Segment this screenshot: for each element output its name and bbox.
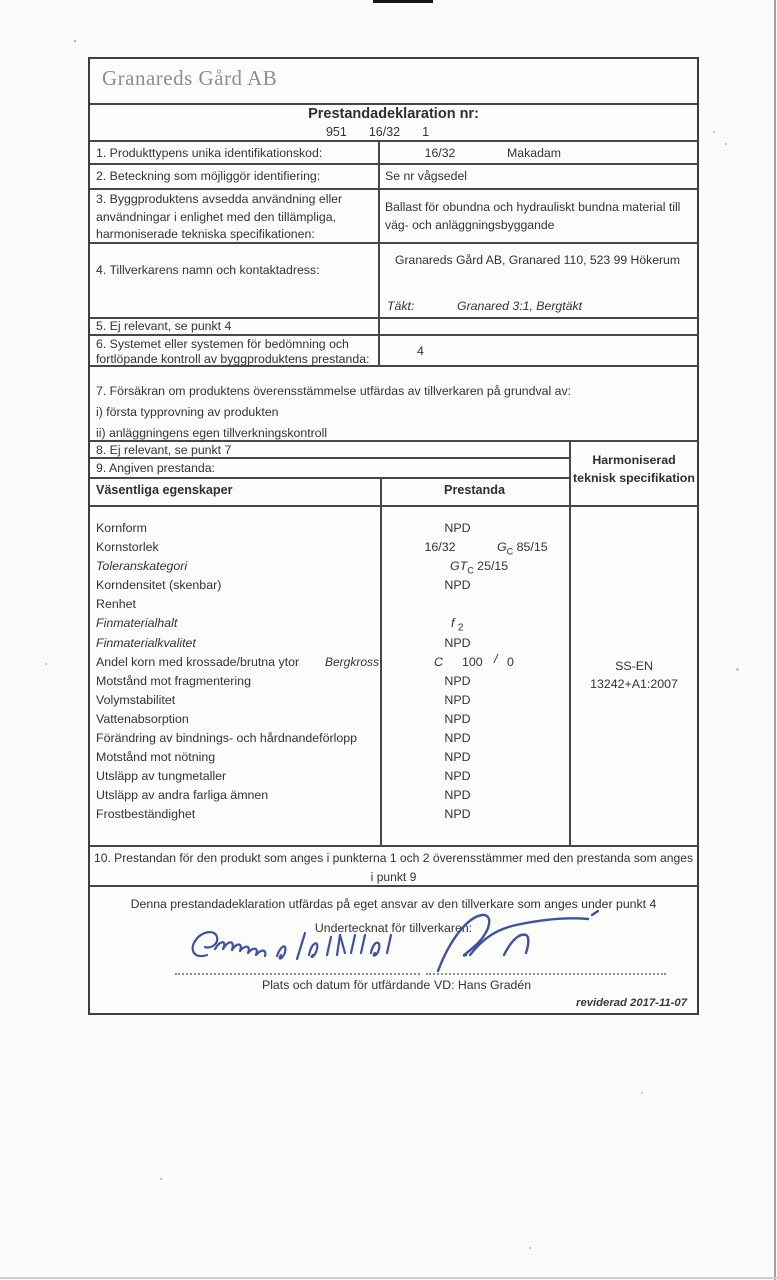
scan-edge-mark <box>373 0 433 3</box>
perf-row-fragmentering <box>90 674 697 693</box>
perf-label: Förändring av bindnings- och hårdnandeförlopp <box>96 731 358 746</box>
perf-value: NPD <box>444 578 471 593</box>
perf-value: NPD <box>444 750 471 765</box>
slash: / <box>494 651 498 666</box>
perf-row-finmaterialkvalitet <box>90 636 697 655</box>
value: 85/15 <box>516 540 548 555</box>
essential-characteristics-header: Väsentliga egenskaper <box>96 483 233 497</box>
perf-label: Kornstorlek <box>96 540 159 555</box>
point7-line1: 7. Försäkran om produktens överensstämmelse utfärdas av tillverkaren på grundval av: <box>96 384 572 398</box>
value: 25/15 <box>477 559 509 574</box>
point5-label: 5. Ej relevant, se punkt 4 <box>96 319 232 333</box>
point4-quarry-value: Granared 3:1, Bergtäkt <box>457 299 583 313</box>
scan-bottom-edge <box>0 1277 777 1279</box>
perf-label: Utsläpp av tungmetaller <box>96 769 227 784</box>
perf-label: Volymstabilitet <box>96 692 176 707</box>
point2-label: 2. Beteckning som möjliggör identifiering: <box>96 169 321 183</box>
perf-row-frostbestandighet <box>90 807 697 826</box>
scan-right-edge <box>774 0 776 1280</box>
signature-section <box>90 885 697 1013</box>
point6-label: 6. Systemet eller systemen för bedömning och fortlöpande kontroll av byggproduktens prestanda: <box>96 337 370 366</box>
document-number-part: 16/32 <box>368 125 401 139</box>
perf-category-value <box>450 559 509 576</box>
harmonised-spec-header: Harmoniserad teknisk specifikation <box>573 453 695 485</box>
performance-rows <box>90 505 697 845</box>
signature-left-ink <box>185 925 420 977</box>
signature-right-ink <box>420 909 620 977</box>
symbol-sub: C <box>506 546 514 557</box>
perf-label: Vattenabsorption <box>96 711 189 726</box>
signature-line-right <box>426 973 666 975</box>
point3-value: Ballast för obundna och hydrauliskt bundna material till väg- och anläggningsbyggande <box>385 200 681 232</box>
perf-label: Andel korn med krossade/brutna ytor <box>96 654 300 669</box>
symbol-sub: C <box>467 565 474 576</box>
value2: 0 <box>507 654 514 669</box>
perf-row-notning <box>90 750 697 769</box>
perf-value: NPD <box>444 521 471 535</box>
symbol: f <box>451 616 455 631</box>
perf-label: Motstånd mot nötning <box>96 750 216 765</box>
symbol: GT <box>450 559 468 574</box>
declaration-of-performance-table <box>88 57 699 1015</box>
perf-row-bindning <box>90 731 697 750</box>
perf-label: Finmaterialkvalitet <box>96 635 196 650</box>
point1-product: Makadam <box>507 146 561 160</box>
company-name: Granareds Gård AB <box>102 66 278 90</box>
perf-row-kornstorlek <box>90 540 697 559</box>
symbol: C <box>434 654 443 669</box>
performance-header: Prestanda <box>444 483 505 497</box>
document-title: Prestandadeklaration nr: <box>308 106 479 122</box>
revision-date: reviderad 2017-11-07 <box>576 997 687 1009</box>
point7-line2: i) första typprovning av produkten <box>96 405 279 419</box>
perf-row-farliga-amnen <box>90 788 697 807</box>
point7-block <box>96 381 571 444</box>
document-number-part: 1 <box>422 125 430 139</box>
perf-label: Kornform <box>96 521 147 535</box>
point3-label: 3. Byggproduktens avsedda användning eller användningar i enlighet med den tillämpliga, harmoniserade tekniska specifikationen: <box>96 192 343 241</box>
point2-value: Se nr vågsedel <box>385 169 468 183</box>
perf-label: Motstånd mot fragmentering <box>96 673 251 688</box>
point9-label: 9. Angiven prestanda: <box>96 461 215 475</box>
perf-value: NPD <box>444 711 471 726</box>
perf-row-toleranskategori <box>90 559 697 578</box>
perf-row-tungmetaller <box>90 769 697 788</box>
perf-label: Toleranskategori <box>96 559 188 574</box>
point4-label: 4. Tillverkarens namn och kontaktadress: <box>96 263 320 277</box>
perf-row-renhet <box>90 597 697 616</box>
perf-label: Renhet <box>96 597 136 612</box>
point10-line1: 10. Prestandan för den produkt som anges i punkterna 1 och 2 överensstämmer med den prestanda som anges <box>94 851 693 865</box>
signature-line-left <box>175 973 420 975</box>
perf-note: Bergkross <box>325 654 380 669</box>
rule <box>90 140 697 142</box>
standard-line1: SS-EN <box>615 659 653 673</box>
point6-value: 4 <box>417 344 424 358</box>
point10-line2: i punkt 9 <box>370 869 417 884</box>
place-date-caption: Plats och datum för utfärdande <box>262 978 431 992</box>
responsibility-statement: Denna prestandadeklaration utfärdas på eget ansvar av den tillverkare som anges under punkt 4 <box>130 897 657 911</box>
perf-label: Utsläpp av andra farliga ämnen <box>96 788 269 803</box>
perf-label: Frostbeständighet <box>96 807 196 822</box>
rule <box>90 103 697 105</box>
perf-row-korndensitet <box>90 578 697 597</box>
perf-row-vattenabsorption <box>90 712 697 731</box>
perf-row-andel-korn <box>90 651 697 674</box>
point4-quarry-label: Täkt: <box>387 299 415 313</box>
perf-value: NPD <box>444 769 471 784</box>
document-number-part: 951 <box>325 125 347 139</box>
rule <box>90 845 697 847</box>
perf-label: Korndensitet (skenbar) <box>96 578 222 593</box>
point7-line3: ii) anläggningens egen tillverkningskontroll <box>96 426 328 440</box>
perf-row-finmaterialhalt <box>90 616 697 635</box>
rule <box>90 188 697 190</box>
signed-for-label: Undertecknat för tillverkaren: <box>314 921 473 935</box>
perf-category-value <box>451 616 464 634</box>
point10-statement <box>90 849 697 886</box>
rule <box>90 163 697 165</box>
perf-label: Finmaterialhalt <box>96 616 178 631</box>
standard-line2: 13242+A1:2007 <box>590 677 678 691</box>
perf-value: NPD <box>444 692 471 707</box>
document-number <box>74 125 681 139</box>
value: 100 <box>462 654 483 669</box>
symbol-sub: 2 <box>457 622 464 634</box>
perf-value: NPD <box>444 788 471 803</box>
perf-value: NPD <box>444 635 471 650</box>
perf-category-value <box>497 540 548 557</box>
point8-label: 8. Ej relevant, se punkt 7 <box>96 443 232 457</box>
point1-size: 16/32 <box>424 146 456 160</box>
symbol: G <box>497 540 507 555</box>
point4-address: Granareds Gård AB, Granared 110, 523 99 Hökerum <box>395 253 680 267</box>
perf-row-kornform <box>90 521 697 540</box>
perf-value: NPD <box>444 807 471 822</box>
perf-size-value: 16/32 <box>424 540 456 555</box>
perf-row-volymstabilitet <box>90 693 697 712</box>
point1-label: 1. Produkttypens unika identifikationskod: <box>96 146 323 160</box>
ceo-caption: VD: Hans Gradén <box>434 978 532 992</box>
perf-value: NPD <box>444 731 471 746</box>
perf-value: NPD <box>444 673 471 688</box>
rule <box>378 140 380 365</box>
